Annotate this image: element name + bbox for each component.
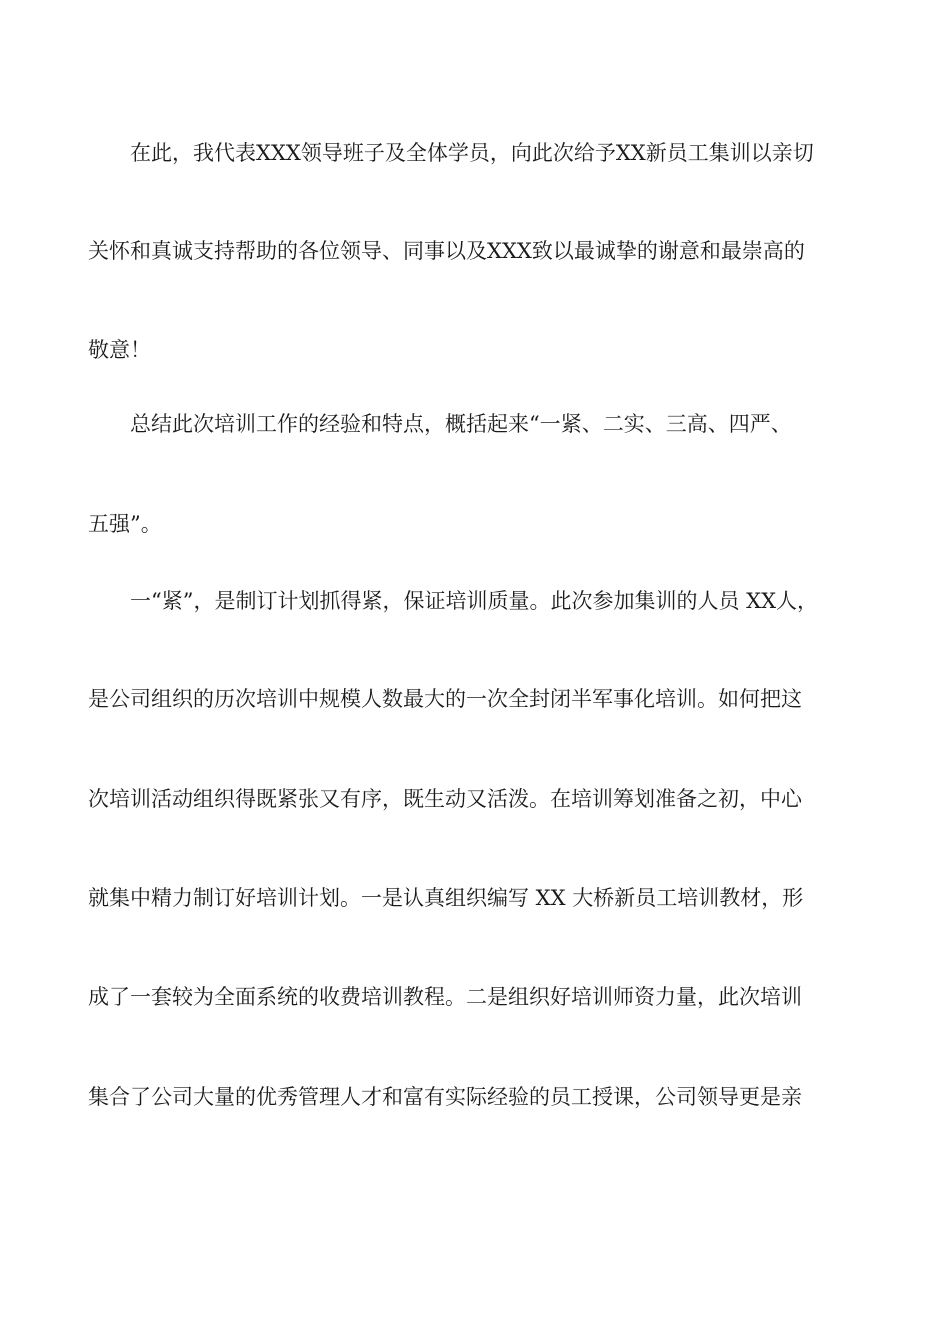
paragraph-3-line-3: 次培训活动组织得既紧张又有序，既生动又活泼。在培训筹划准备之初，中心 [88, 787, 802, 811]
paragraph-3-line-6: 集合了公司大量的优秀管理人才和富有实际经验的员工授课，公司领导更是亲 [88, 1085, 802, 1109]
paragraph-2-line-1: 总结此次培训工作的经验和特点，概括起来“一紧、二实、三高、四严、 [130, 412, 792, 436]
paragraph-3-line-4: 就集中精力制订好培训计划。一是认真组织编写 XX 大桥新员工培训教材，形 [88, 886, 804, 910]
paragraph-1-line-3: 敬意！ [88, 338, 151, 362]
paragraph-1-line-1: 在此，我代表XXX领导班子及全体学员，向此次给予XX新员工集训以亲切 [130, 141, 814, 165]
paragraph-2-line-2: 五强”。 [88, 512, 162, 536]
paragraph-1-line-2: 关怀和真诚支持帮助的各位领导、同事以及XXX致以最诚挚的谢意和最崇高的 [88, 239, 805, 263]
paragraph-3-line-1: 一“紧”，是制订计划抓得紧，保证培训质量。此次参加集训的人员 XX人， [130, 589, 819, 613]
paragraph-3-line-2: 是公司组织的历次培训中规模人数最大的一次全封闭半军事化培训。如何把这 [88, 687, 802, 711]
paragraph-3-line-5: 成了一套较为全面系统的收费培训教程。二是组织好培训师资力量，此次培训 [88, 985, 802, 1009]
